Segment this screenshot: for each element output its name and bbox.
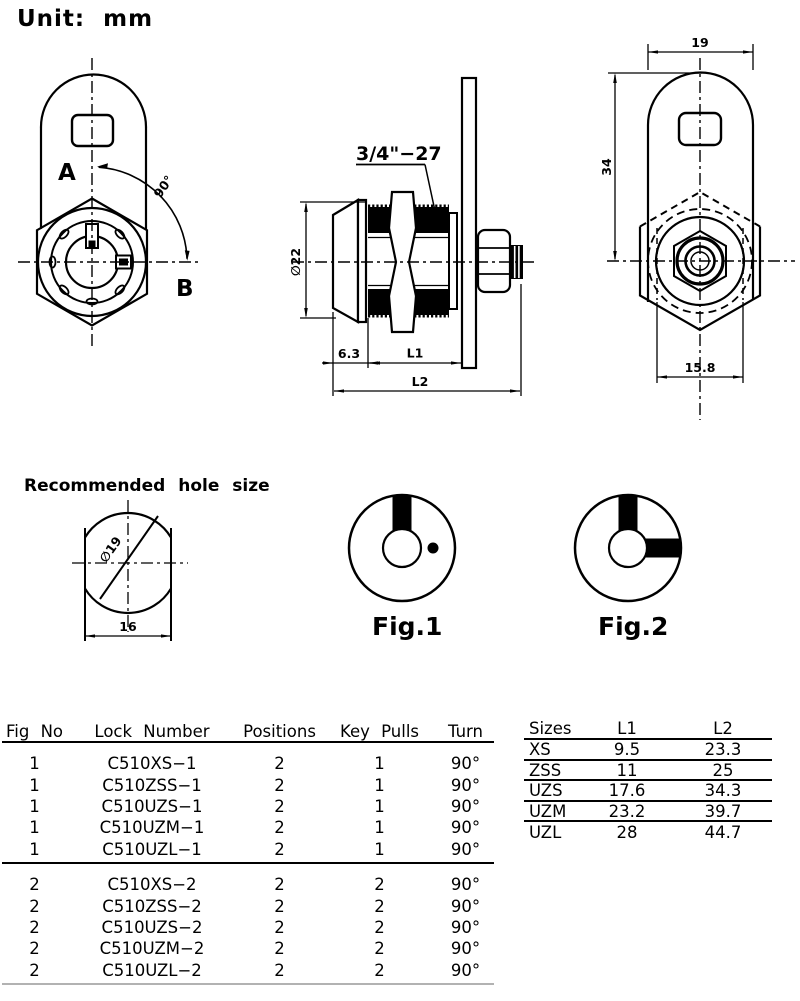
cell-key-pulls: 1 [374, 775, 385, 795]
cell-turn: 90° [450, 796, 481, 816]
header-sizes: Sizes [529, 719, 572, 738]
size-table [524, 715, 772, 843]
header-l2: L2 [713, 719, 733, 738]
cell-fig: 2 [29, 917, 40, 937]
cell-l2: 39.7 [704, 801, 742, 821]
cell-fig: 1 [29, 796, 40, 816]
height-dim-label: 34 [599, 158, 614, 176]
cell-size: UZS [529, 781, 563, 801]
table-row [2, 796, 494, 817]
back-view-drawing [595, 30, 800, 425]
cell-key-pulls: 2 [374, 917, 385, 937]
cell-positions: 2 [274, 754, 285, 774]
table-row [2, 938, 494, 959]
side-view-drawing [280, 40, 570, 420]
fig1-dot [428, 543, 439, 554]
header-key-pulls: Key Pulls [339, 722, 420, 741]
fig1-keyway-mark [393, 496, 412, 531]
table-row [2, 874, 494, 895]
cell-lock-number: C510UZS−2 [101, 917, 203, 937]
size-table-header [524, 715, 772, 740]
fig2-drawing [560, 483, 700, 618]
cell-l1: 9.5 [613, 740, 641, 759]
fig1-drawing [335, 483, 470, 618]
cell-positions: 2 [274, 896, 285, 916]
cell-positions: 2 [274, 775, 285, 795]
position-a-label: A [58, 160, 76, 186]
cell-fig: 2 [29, 896, 40, 916]
table-row [524, 802, 772, 823]
table-row [2, 960, 494, 981]
header-turn: Turn [448, 722, 483, 741]
table-row [524, 761, 772, 782]
thread-spec-label: 3/4"−27 [356, 143, 442, 165]
cell-l1: 28 [616, 823, 638, 843]
cell-lock-number: C510UZM−2 [99, 939, 205, 959]
header-lock-number: Lock Number [94, 722, 210, 741]
cell-lock-number: C510UZM−1 [99, 818, 205, 838]
table-row [2, 817, 494, 838]
cell-key-pulls: 2 [374, 875, 385, 895]
cell-fig: 1 [29, 754, 40, 774]
cell-fig: 2 [29, 939, 40, 959]
table-row [2, 839, 494, 860]
hole-size-title: Recommended hole size [24, 476, 270, 496]
cell-key-pulls: 1 [374, 754, 385, 774]
cell-turn: 90° [450, 896, 481, 916]
centerlines [18, 58, 198, 350]
cell-turn: 90° [450, 960, 481, 980]
unit-label: Unit: mm [17, 6, 154, 32]
angle-90-label: 90° [150, 172, 177, 201]
l2-dim-label: L2 [411, 374, 429, 389]
table-row [2, 774, 494, 795]
cell-fig: 1 [29, 775, 40, 795]
cell-key-pulls: 2 [374, 960, 385, 980]
cell-fig: 1 [29, 839, 40, 859]
table-row [2, 917, 494, 938]
cell-turn: 90° [450, 917, 481, 937]
cam-nut [478, 230, 510, 292]
lock-table-group-2 [2, 864, 494, 983]
cell-fig: 2 [29, 875, 40, 895]
cell-positions: 2 [274, 875, 285, 895]
cell-key-pulls: 1 [374, 818, 385, 838]
cell-positions: 2 [274, 796, 285, 816]
cell-turn: 90° [450, 754, 481, 774]
cell-l1: 17.6 [608, 781, 646, 801]
cell-size: ZSS [529, 760, 562, 780]
cell-positions: 2 [274, 960, 285, 980]
cell-positions: 2 [274, 939, 285, 959]
table-row [2, 895, 494, 916]
cell-l2: 23.3 [704, 740, 742, 759]
cell-l1: 11 [616, 760, 638, 780]
table-rule [2, 983, 494, 985]
cell-lock-number: C510UZS−1 [101, 796, 203, 816]
cell-size: UZL [529, 823, 562, 843]
lock-number-table [2, 702, 494, 985]
cell-l1: 23.2 [608, 801, 646, 821]
cell-lock-number: C510ZSS−2 [102, 896, 202, 916]
hole-width-label: 16 [119, 619, 137, 634]
cell-l2: 25 [712, 760, 734, 780]
cell-lock-number: C510UZL−2 [102, 960, 202, 980]
bezel-head [333, 200, 366, 322]
cell-turn: 90° [450, 818, 481, 838]
cell-l2: 34.3 [704, 781, 742, 801]
cell-turn: 90° [450, 875, 481, 895]
cam-outline [41, 75, 146, 230]
lock-table-header [2, 702, 494, 741]
cell-l2: 44.7 [704, 823, 742, 843]
cell-key-pulls: 2 [374, 896, 385, 916]
table-row [524, 822, 772, 843]
header-l1: L1 [617, 719, 637, 738]
bezel-dim-label: 6.3 [337, 346, 361, 361]
cell-key-pulls: 2 [374, 939, 385, 959]
fig1-label: Fig.1 [372, 612, 443, 641]
front-view-drawing [0, 40, 270, 420]
diameter-label: ∅22 [288, 247, 303, 277]
cell-turn: 90° [450, 839, 481, 859]
header-fig-no: Fig No [6, 722, 64, 741]
width-top-dim-label: 19 [691, 35, 709, 50]
lock-table-group-1 [2, 743, 494, 862]
cell-fig: 1 [29, 818, 40, 838]
header-positions: Positions [243, 722, 316, 741]
table-row [524, 781, 772, 802]
cell-lock-number: C510XS−2 [107, 875, 197, 895]
position-b-label: B [176, 276, 194, 302]
cell-lock-number: C510UZL−1 [102, 839, 202, 859]
table-row [2, 753, 494, 774]
cell-lock-number: C510XS−1 [107, 754, 197, 774]
table-row [524, 740, 772, 761]
cell-key-pulls: 1 [374, 796, 385, 816]
washer [449, 213, 457, 309]
cell-turn: 90° [450, 939, 481, 959]
l1-dim-label: L1 [406, 345, 424, 361]
hole-diameter-label: ∅19 [96, 533, 125, 566]
cell-positions: 2 [274, 917, 285, 937]
fig2-keyway-mark-right [645, 539, 681, 558]
cell-positions: 2 [274, 839, 285, 859]
cell-size: XS [529, 740, 551, 759]
width-bottom-dim-label: 15.8 [684, 360, 716, 375]
fig2-label: Fig.2 [598, 612, 669, 641]
cell-lock-number: C510ZSS−1 [102, 775, 202, 795]
cell-fig: 2 [29, 960, 40, 980]
cell-turn: 90° [450, 775, 481, 795]
cell-key-pulls: 1 [374, 839, 385, 859]
hole-size-drawing [60, 495, 200, 650]
cell-size: UZM [529, 801, 567, 821]
cam-plate-side [462, 78, 476, 368]
cell-positions: 2 [274, 818, 285, 838]
fig2-keyway-mark-top [619, 496, 638, 531]
